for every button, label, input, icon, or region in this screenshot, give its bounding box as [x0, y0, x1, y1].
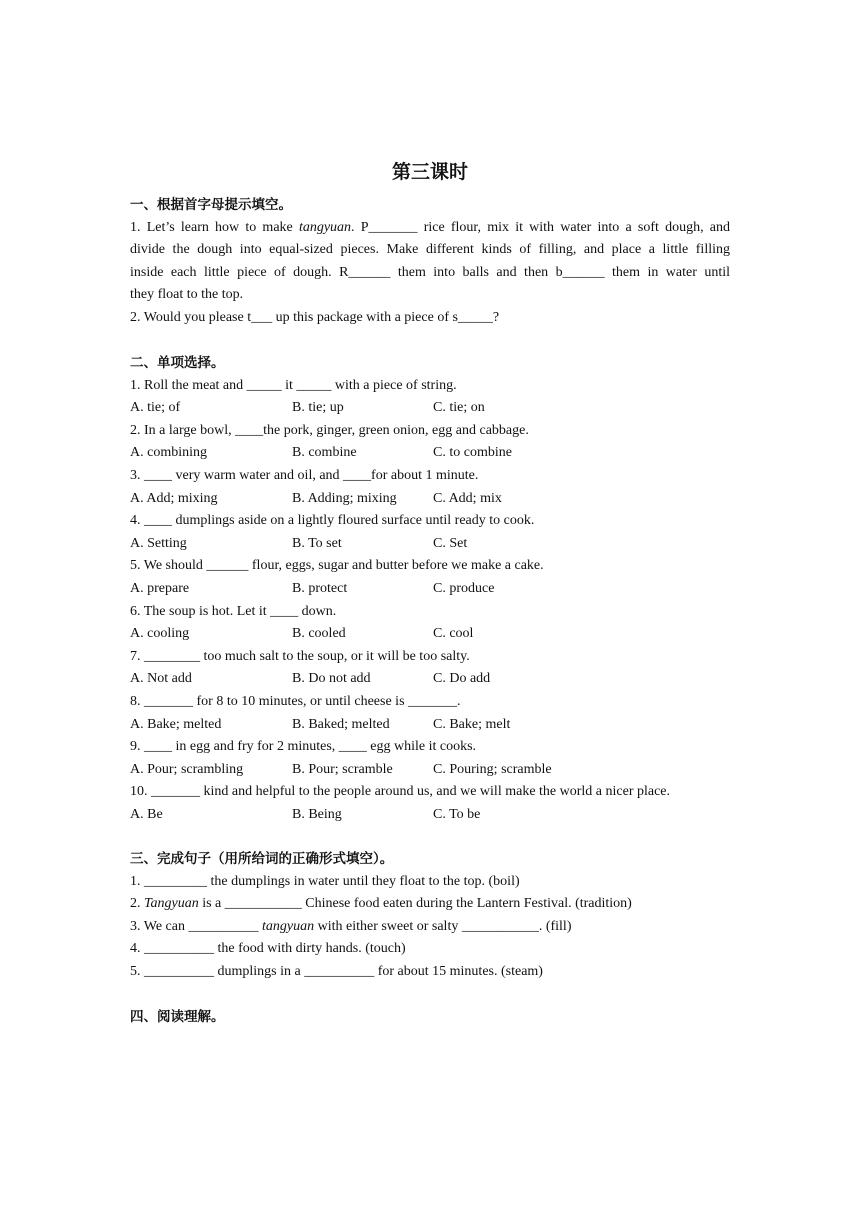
option-c: C. To be [433, 806, 481, 822]
option-b: B. protect [292, 580, 348, 596]
sentence-line [130, 916, 730, 939]
option-a: A. Pour; scrambling [130, 761, 244, 777]
text-run: 2. [130, 896, 144, 912]
option-c: C. cool [433, 626, 474, 642]
option-c: C. produce [433, 580, 495, 596]
options-row [130, 623, 730, 646]
question-stem: 6. The soup is hot. Let it ____ down. [130, 603, 337, 619]
option-b: B. To set [292, 535, 342, 551]
question-stem: 7. ________ too much salt to the soup, or it will be too salty. [130, 648, 470, 664]
option-a: A. tie; of [130, 400, 181, 416]
text-run: 3. We can __________ [130, 918, 262, 934]
option-a: A. Add; mixing [130, 490, 218, 506]
option-b: B. combine [292, 445, 357, 461]
section-fill-initial-letter [130, 194, 730, 330]
options-row [130, 578, 730, 601]
options-row [130, 533, 730, 556]
option-c: C. Add; mix [433, 490, 502, 506]
text-run: is a ___________ Chinese food eaten during the Lantern Festival. (tradition) [198, 896, 632, 912]
text-run: . P_______ rice flour, mix it with water into a soft dough, and [351, 219, 730, 235]
sentence-line: 4. __________ the food with dirty hands. (touch) [130, 941, 406, 957]
section-reading [130, 1006, 730, 1029]
option-c: C. tie; on [433, 400, 485, 416]
option-b: B. tie; up [292, 400, 344, 416]
question-line [130, 217, 730, 240]
section-heading: 四、阅读理解。 [130, 1009, 225, 1025]
option-a: A. Bake; melted [130, 716, 222, 732]
sentence-line: 5. __________ dumplings in a __________ for about 15 minutes. (steam) [130, 963, 543, 979]
option-a: A. prepare [130, 580, 190, 596]
text-run: with either sweet or salty ___________. (fill) [314, 918, 572, 934]
option-c: C. Bake; melt [433, 716, 511, 732]
question-stem: 9. ____ in egg and fry for 2 minutes, ____ egg while it cooks. [130, 739, 477, 755]
options-row [130, 397, 730, 420]
option-b: B. Do not add [292, 671, 371, 687]
section-heading: 三、完成句子（用所给词的正确形式填空）。 [130, 851, 394, 867]
option-a: A. Setting [130, 535, 187, 551]
question-stem: 2. In a large bowl, ____the pork, ginger, green onion, egg and cabbage. [130, 422, 529, 438]
page-title: 第三课时 [391, 161, 468, 183]
options-row [130, 804, 730, 827]
option-b: B. Pour; scramble [292, 761, 393, 777]
italic-term: tangyuan [261, 918, 315, 934]
option-b: B. Being [292, 806, 342, 822]
question-line: 2. Would you please t___ up this package with a piece of s_____? [130, 309, 500, 325]
option-b: B. Baked; melted [292, 716, 390, 732]
sentence-line [130, 893, 730, 916]
question-line: inside each little piece of dough. R______ them into balls and then b______ them in water until [130, 264, 730, 280]
option-a: A. Not add [130, 671, 192, 687]
options-row [130, 442, 730, 465]
option-c: C. Do add [433, 671, 491, 687]
section-multiple-choice [130, 352, 730, 826]
section-heading: 一、根据首字母提示填空。 [130, 197, 292, 213]
question-line: divide the dough into equal-sized pieces. Make different kinds of filling, and place a little filling [130, 242, 730, 258]
question-stem: 1. Roll the meat and _____ it _____ with a piece of string. [130, 377, 457, 393]
option-a: A. cooling [130, 626, 190, 642]
options-row [130, 759, 730, 782]
italic-term: Tangyuan [144, 896, 199, 912]
question-stem: 10. _______ kind and helpful to the people around us, and we will make the world a nicer place. [130, 784, 671, 800]
question-stem: 8. _______ for 8 to 10 minutes, or until cheese is _______. [130, 693, 461, 709]
options-row [130, 714, 730, 737]
options-row [130, 668, 730, 691]
option-c: C. Set [433, 535, 468, 551]
section-heading: 二、单项选择。 [130, 355, 225, 371]
option-c: C. Pouring; scramble [433, 761, 552, 777]
question-stem: 4. ____ dumplings aside on a lightly floured surface until ready to cook. [130, 513, 535, 529]
italic-term: tangyuan [298, 219, 352, 235]
option-a: A. combining [130, 445, 207, 461]
question-stem: 3. ____ very warm water and oil, and ____for about 1 minute. [130, 467, 479, 483]
sentence-line: 1. _________ the dumplings in water until they float to the top. (boil) [130, 873, 520, 889]
option-b: B. Adding; mixing [292, 490, 397, 506]
question-stem: 5. We should ______ flour, eggs, sugar and butter before we make a cake. [130, 558, 544, 574]
question-line: they float to the top. [130, 287, 244, 303]
text-run: 1. Let’s learn how to make [130, 219, 299, 235]
option-a: A. Be [130, 806, 163, 822]
option-b: B. cooled [292, 626, 346, 642]
section-complete-sentences [130, 848, 730, 984]
option-c: C. to combine [433, 445, 512, 461]
options-row [130, 488, 730, 511]
